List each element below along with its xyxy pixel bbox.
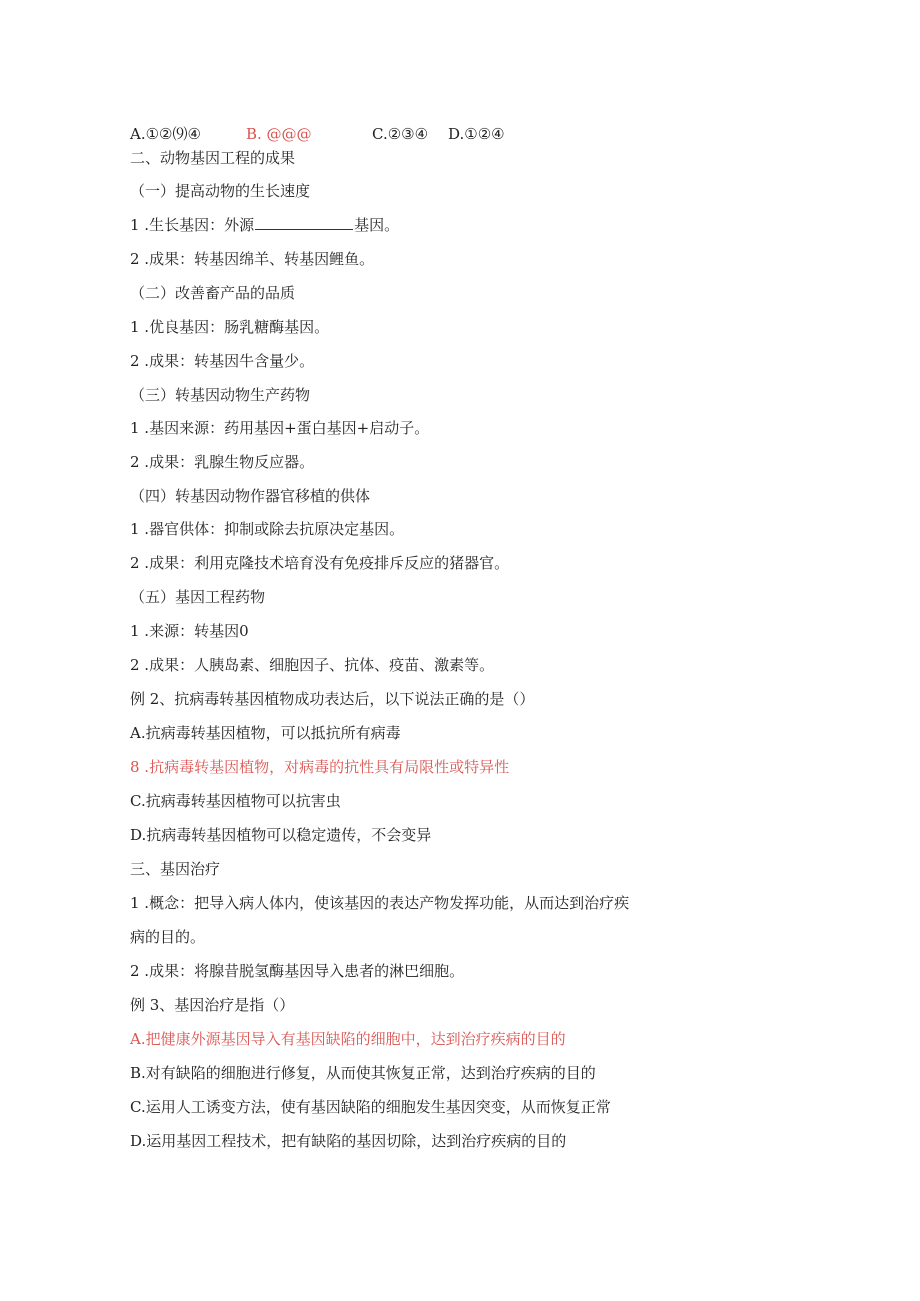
example1-option-b: B. @@@ xyxy=(246,125,312,143)
example3-option-a: A.把健康外源基因导入有基因缺陷的细胞中，达到治疗疾病的目的 xyxy=(130,1030,566,1048)
section2-sub1-item1 xyxy=(130,215,399,235)
section2-sub3-item2: 2 .成果：乳腺生物反应器。 xyxy=(130,453,315,471)
section3-item1-line1: 1 .概念：把导入病人体内，使该基因的表达产物发挥功能，从而达到治疗疾 xyxy=(130,894,630,912)
example3-question: 例 3、基因治疗是指（） xyxy=(130,996,295,1014)
section2-sub2-item1: 1 .优良基因：肠乳糖酶基因。 xyxy=(130,318,330,336)
example2-option-a: A.抗病毒转基因植物，可以抵抗所有病毒 xyxy=(130,724,401,742)
item-text: 1 .生长基因：外源 xyxy=(130,216,255,234)
item-text: 基因。 xyxy=(354,216,400,234)
section2-sub3-heading: （三）转基因动物生产药物 xyxy=(130,386,311,404)
example3-option-b: B.对有缺陷的细胞进行修复，从而使其恢复正常，达到治疗疾病的目的 xyxy=(130,1064,596,1082)
example1-option-a: A.①②⑼④ xyxy=(130,125,201,143)
example2-option-c: C.抗病毒转基因植物可以抗害虫 xyxy=(130,792,341,810)
example2-option-b: 8 .抗病毒转基因植物，对病毒的抗性具有局限性或特异性 xyxy=(130,758,510,776)
section2-title: 二、动物基因工程的成果 xyxy=(130,149,296,167)
section3-title: 三、基因治疗 xyxy=(130,860,221,878)
fill-blank xyxy=(255,215,353,230)
example1-option-d: D.①②④ xyxy=(448,125,505,143)
example1-option-c: C.②③④ xyxy=(372,125,429,143)
section3-item1-line2: 病的目的。 xyxy=(130,928,206,946)
example1-options-row xyxy=(130,124,550,144)
section2-sub5-item2: 2 .成果：人胰岛素、细胞因子、抗体、疫苗、激素等。 xyxy=(130,656,495,674)
section2-sub5-heading: （五）基因工程药物 xyxy=(130,588,266,606)
section2-sub4-item1: 1 .器官供体：抑制或除去抗原决定基因。 xyxy=(130,520,405,538)
section2-sub4-heading: （四）转基因动物作器官移植的供体 xyxy=(130,487,371,505)
example3-option-c: C.运用人工诱变方法，使有基因缺陷的细胞发生基因突变，从而恢复正常 xyxy=(130,1098,611,1116)
section2-sub4-item2: 2 .成果：利用克隆技术培育没有免疫排斥反应的猪器官。 xyxy=(130,554,510,572)
section2-sub5-item1: 1 .来源：转基因0 xyxy=(130,622,249,640)
example2-question: 例 2、抗病毒转基因植物成功表达后，以下说法正确的是（） xyxy=(130,690,535,708)
section2-sub1-heading: （一）提高动物的生长速度 xyxy=(130,182,311,200)
example2-option-d: D.抗病毒转基因植物可以稳定遗传，不会变异 xyxy=(130,826,432,844)
section2-sub1-item2: 2 .成果：转基因绵羊、转基因鲤鱼。 xyxy=(130,250,375,268)
example3-option-d: D.运用基因工程技术，把有缺陷的基因切除，达到治疗疾病的目的 xyxy=(130,1132,567,1150)
section2-sub2-heading: （二）改善畜产品的品质 xyxy=(130,284,296,302)
section2-sub2-item2: 2 .成果：转基因牛含量少。 xyxy=(130,352,315,370)
section2-sub3-item1: 1 .基因来源：药用基因+蛋白基因+启动子。 xyxy=(130,419,430,437)
section3-item2: 2 .成果：将腺昔脱氢酶基因导入患者的淋巴细胞。 xyxy=(130,962,465,980)
